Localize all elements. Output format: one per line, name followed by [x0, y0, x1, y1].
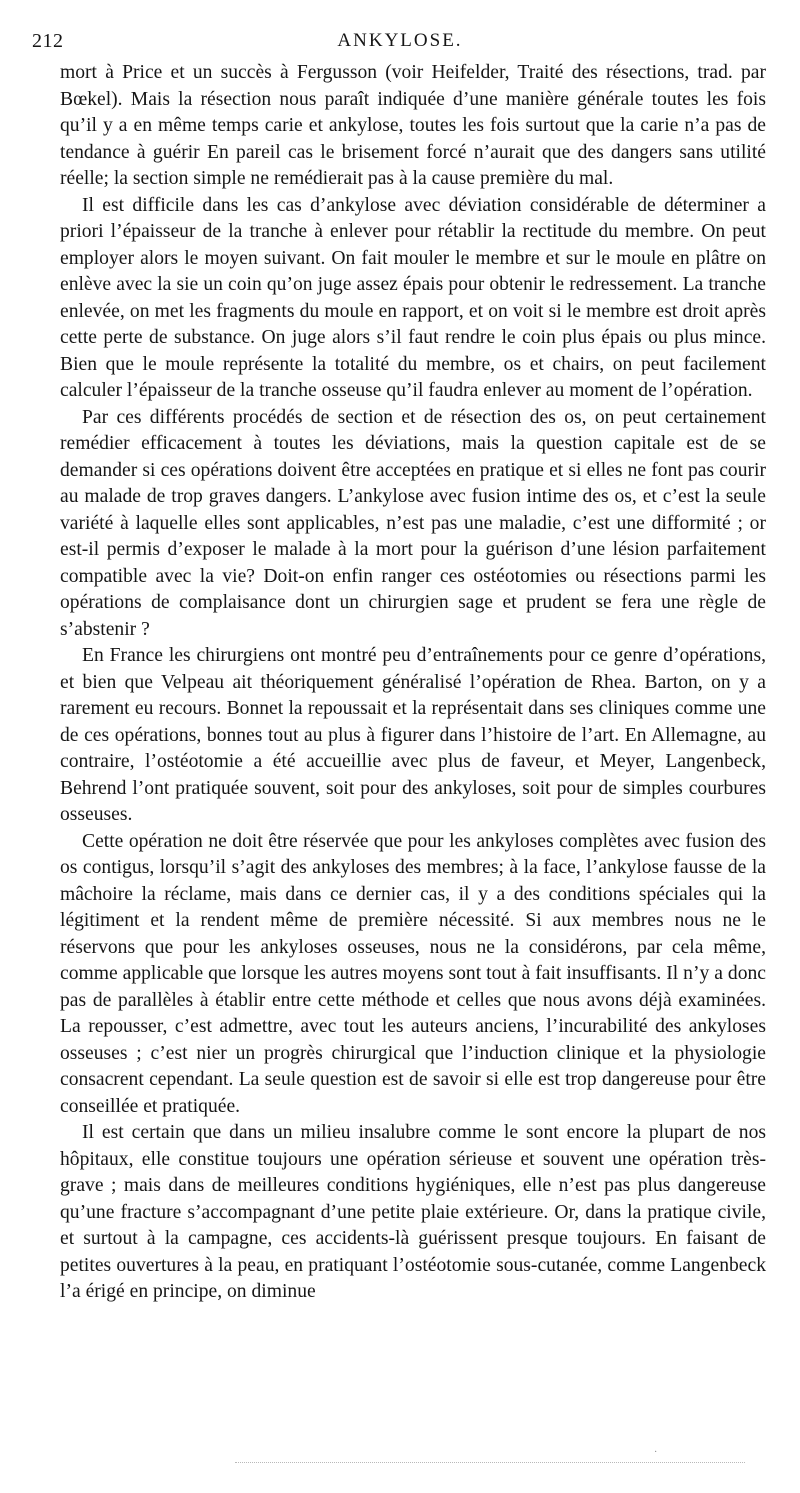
- paragraph-2: Il est difficile dans les cas d’ankylose avec déviation considérable de déterminer a priori l’épaisseur de la tranche à enlever pour rétablir la rectitude du membre. On peut employer alors le moyen suivant. On fait mouler le membre et sur le moule en plâtre on enlève avec la sie un coin qu’on juge assez épais pour obtenir le redressement. La tranche enlevée, on met les fragments du moule en rapport, et on voit si le membre est droit après cette perte de substance. On juge alors s’il faut rendre le coin plus épais ou plus mince. Bien que le moule représente la totalité du membre, os et chairs, on peut facilement calculer l’épaisseur de la tranche osseuse qu’il faudra enlever au moment de l’opération.: [60, 194, 766, 401]
- paragraph-1: mort à Price et un succès à Fergusson (voir Heifelder, Traité des résections, trad. par Bœkel). Mais la résection nous paraît indiquée d’une manière générale toutes les fois qu’il y a en même temps carie et ankylose, toutes les fois surtout que la carie n’a pas de tendance à guérir En pareil cas le brisement forcé n’aurait que des dangers sans utilité réelle; la section simple ne remédierait pas à la cause première du mal.: [60, 62, 766, 189]
- footer-rule: [235, 1462, 745, 1463]
- page-header: [32, 30, 768, 60]
- body-text: [60, 60, 766, 1306]
- footer-mark: ·: [654, 1447, 658, 1458]
- page-number: 212: [32, 30, 64, 52]
- running-title: ANKYLOSE.: [337, 30, 463, 51]
- paragraph-4: En France les chirurgiens ont montré peu d’entraînements pour ce genre d’opérations, et bien que Velpeau ait théoriquement généralisé l’opération de Rhea. Barton, on y a rarement eu recours. Bonnet la repoussait et la représentait dans ses cliniques comme une de ces opérations, bonnes tout au plus à figurer dans l’histoire de l’art. En Allemagne, au contraire, l’ostéotomie a été accueillie avec plus de faveur, et Meyer, Langenbeck, Behrend l’ont pratiquée souvent, soit pour des ankyloses, soit pour de simples courbures osseuses.: [60, 645, 766, 825]
- paragraph-3: Par ces différents procédés de section et de résection des os, on peut certainement remédier efficacement à toutes les déviations, mais la question capitale est de se demander si ces opérations doivent être acceptées en pratique et si elles ne font pas courir au malade de trop graves dangers. L’ankylose avec fusion intime des os, et c’est la seule variété à laquelle elles sont applicables, n’est pas une maladie, c’est une difformité ; or est-il permis d’exposer le malade à la mort pour la guérison d’une lésion parfaitement compatible avec la vie? Doit-on enfin ranger ces ostéotomies ou résections parmi les opérations de complaisance dont un chirurgien sage et prudent se fera une règle de s’abstenir ?: [60, 406, 766, 640]
- paragraph-5: Cette opération ne doit être réservée que pour les ankyloses complètes avec fusion des os contigus, lorsqu’il s’agit des ankyloses des membres; à la face, l’ankylose fausse de la mâchoire la réclame, mais dans ce dernier cas, il y a des conditions spéciales qui la légitiment et la rendent même de première nécessité. Si aux membres nous ne le réservons que pour les ankyloses osseuses, nous ne la considérons, par cela même, comme applicable que lorsque les autres moyens sont tout à fait insuffisants. Il n’y a donc pas de parallèles à établir entre cette méthode et celles que nous avons déjà examinées. La repousser, c’est admettre, avec tout les auteurs anciens, l’incurabilité des ankyloses osseuses ; c’est nier un progrès chirurgical que l’induction clinique et la physiologie consacrent cependant. La seule question est de savoir si elle est trop dangereuse pour être conseillée et pratiquée.: [60, 830, 766, 1117]
- paragraph-6: Il est certain que dans un milieu insalubre comme le sont encore la plupart de nos hôpitaux, elle constitue toujours une opération sérieuse et souvent une opération très-grave ; mais dans de meilleures conditions hygiéniques, elle n’est pas plus dangereuse qu’une fracture s’accompagnant d’une petite plaie extérieure. Or, dans la pratique civile, et surtout à la campagne, ces accidents-là guérissent presque toujours. En faisant de petites ouvertures à la peau, en pratiquant l’ostéotomie sous-cutanée, comme Langenbeck l’a érigé en principe, on diminue: [60, 1122, 766, 1302]
